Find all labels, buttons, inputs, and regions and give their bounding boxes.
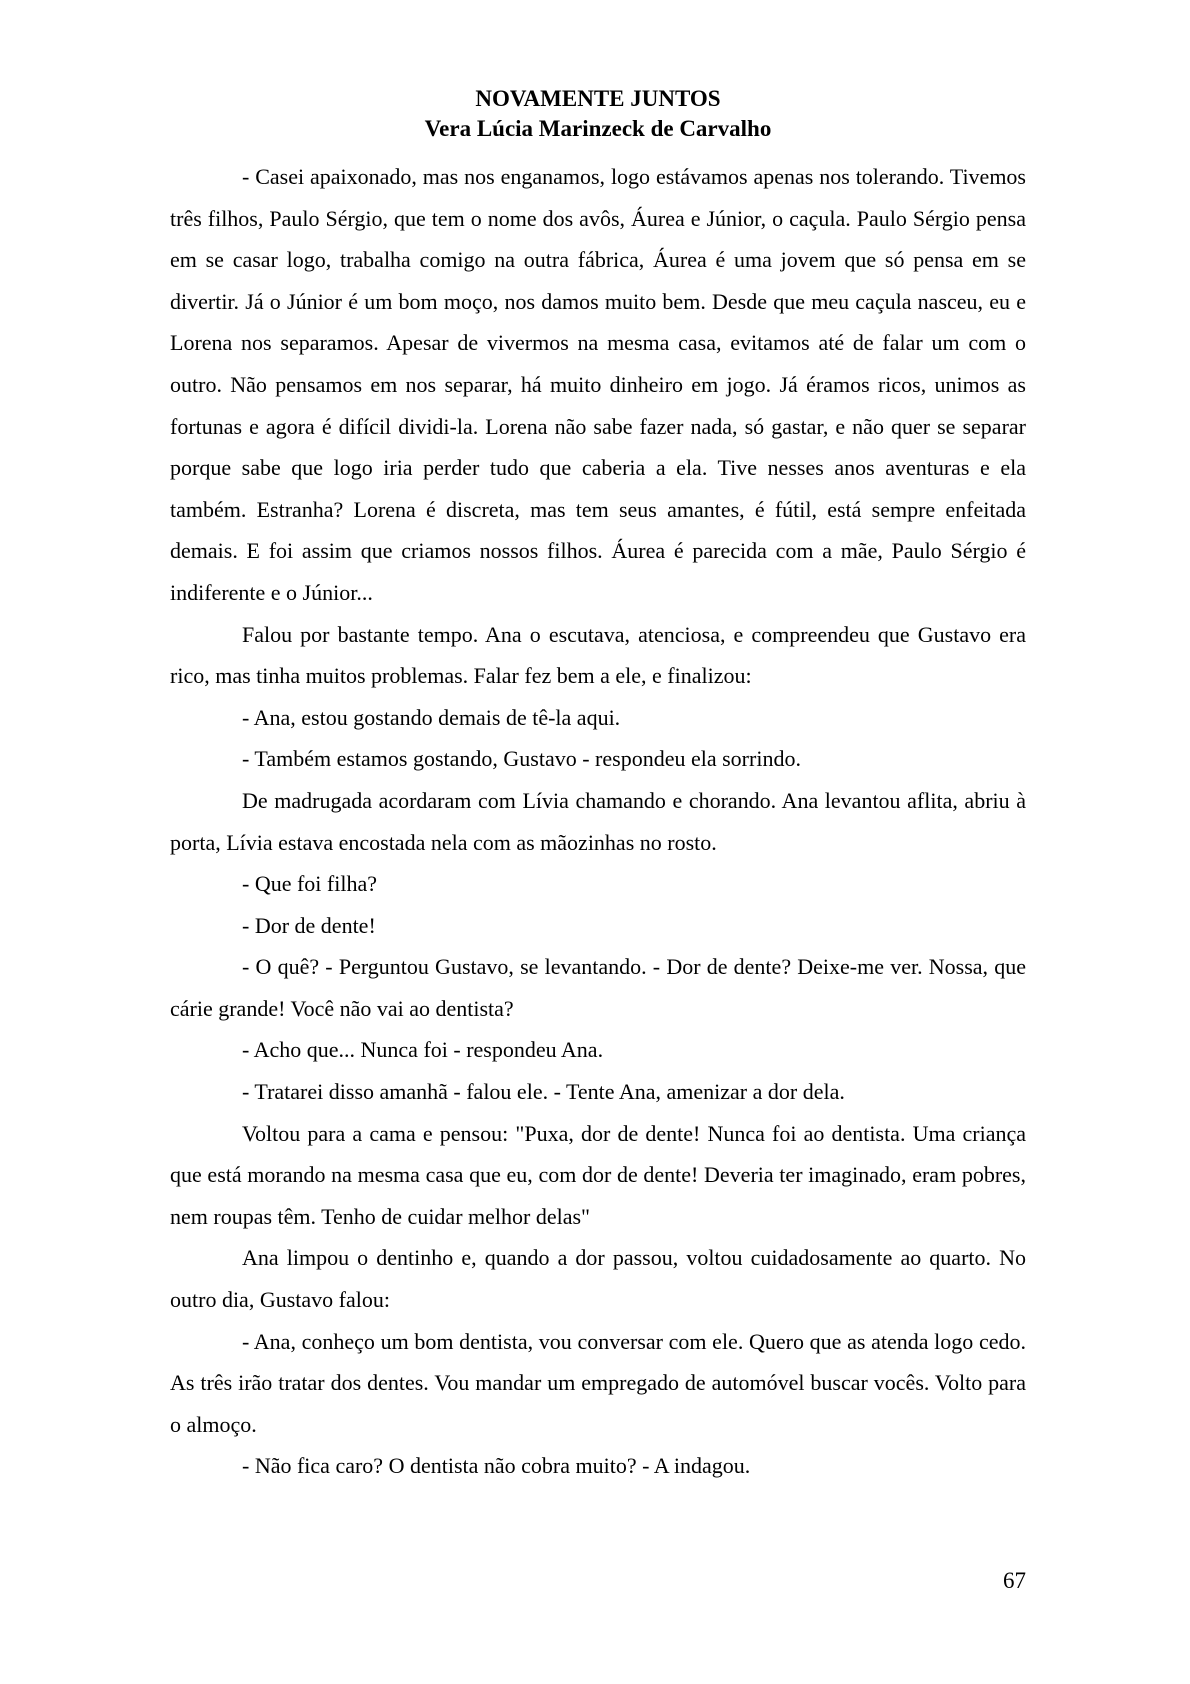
paragraph: - Tratarei disso amanhã - falou ele. - Tente Ana, amenizar a dor dela. (242, 1079, 845, 1105)
paragraph: - Não fica caro? O dentista não cobra muito? - A indagou. (242, 1453, 751, 1479)
page-number: 67 (1003, 1568, 1026, 1593)
paragraph: - O quê? - Perguntou Gustavo, se levantando. - Dor de dente? Deixe-me ver. Nossa, que cárie grande! Você não vai ao dentista? (170, 954, 1026, 1021)
paragraph: De madrugada acordaram com Lívia chamando e chorando. Ana levantou aflita, abriu à porta, Lívia estava encostada nela com as mãozinhas no rosto. (170, 787, 1026, 855)
body-text (170, 156, 1026, 1487)
book-title: NOVAMENTE JUNTOS (475, 86, 721, 111)
page-header (170, 84, 1026, 144)
paragraph: - Casei apaixonado, mas nos enganamos, logo estávamos apenas nos tolerando. Tivemos três filhos, Paulo Sérgio, que tem o nome dos avôs, Áurea e Júnior, o caçula. Paulo Sérgio pensa em se casar logo, trabalha comigo na outra fábrica, Áurea é uma jovem que só pensa em se divertir. Já o Júnior é um bom moço, nos damos muito bem. Desde que meu caçula nasceu, eu e Lorena nos separamos. Apesar de vivermos na mesma casa, evitamos até de falar um com o outro. Não pensamos em nos separar, há muito dinheiro em jogo. Já éramos ricos, unimos as fortunas e agora é difícil dividi-la. Lorena não sabe fazer nada, só gastar, e não quer se separar porque sabe que logo iria perder tudo que caberia a ela. Tive nesses anos aventuras e ela também. Estranha? Lorena é discreta, mas tem seus amantes, é fútil, está sempre enfeitada demais. E foi assim que criamos nossos filhos. Áurea é parecida com a mãe, Paulo Sérgio é indiferente e o Júnior... (170, 164, 1026, 605)
paragraph: Ana limpou o dentinho e, quando a dor passou, voltou cuidadosamente ao quarto. No outro dia, Gustavo falou: (170, 1245, 1026, 1313)
paragraph: - Ana, conheço um bom dentista, vou conversar com ele. Quero que as atenda logo cedo. As três irão tratar dos dentes. Vou mandar um empregado de automóvel buscar vocês. Volto para o almoço. (170, 1328, 1026, 1437)
paragraph: - Também estamos gostando, Gustavo - respondeu ela sorrindo. (242, 746, 801, 772)
paragraph: - Que foi filha? (242, 871, 377, 897)
book-author: Vera Lúcia Marinzeck de Carvalho (424, 116, 772, 141)
paragraph: Voltou para a cama e pensou: "Puxa, dor de dente! Nunca foi ao dentista. Uma criança que está morando na mesma casa que eu, com dor de dente! Deveria ter imaginado, eram pobres, nem roupas têm. Tenho de cuidar melhor delas" (170, 1120, 1026, 1229)
paragraph: - Acho que... Nunca foi - respondeu Ana. (242, 1037, 604, 1063)
document-page (170, 84, 1026, 1487)
paragraph: - Dor de dente! (242, 912, 376, 938)
paragraph: - Ana, estou gostando demais de tê-la aqui. (242, 704, 621, 730)
paragraph: Falou por bastante tempo. Ana o escutava, atenciosa, e compreendeu que Gustavo era rico, mas tinha muitos problemas. Falar fez bem a ele, e finalizou: (170, 621, 1026, 689)
